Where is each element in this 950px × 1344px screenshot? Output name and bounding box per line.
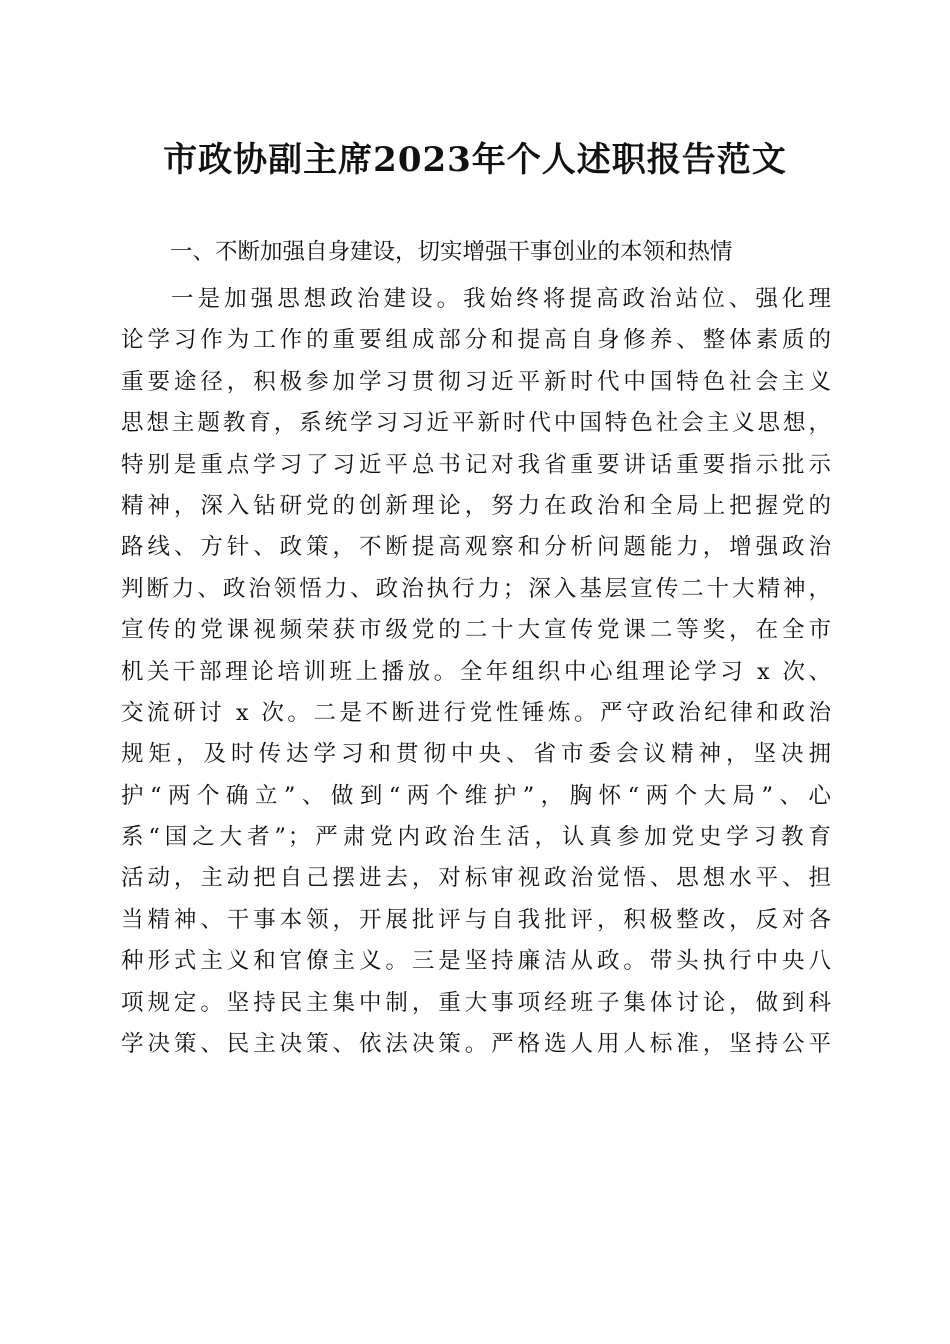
body-line: 论学习作为工作的重要组成部分和提高自身修养、整体素质的: [121, 327, 833, 354]
body-line: 一是加强思想政治建设。我始终将提高政治站位、强化理: [171, 286, 833, 312]
body-line: 重要途径，积极参加学习贯彻习近平新时代中国特色社会主义: [121, 368, 833, 395]
body-line: 路线、方针、政策，不断提高观察和分析问题能力，增强政治: [121, 534, 833, 561]
body-line: 判断力、政治领悟力、政治执行力；深入基层宣传二十大精神，: [121, 575, 833, 602]
body-line: 思想主题教育，系统学习习近平新时代中国特色社会主义思想，: [121, 410, 833, 437]
body-text: [121, 279, 833, 1065]
body-line: 交流研讨 x 次。二是不断进行党性锤炼。严守政治纪律和政治: [121, 699, 833, 726]
section-heading: 一、不断加强自身建设，切实增强干事创业的本领和热情: [170, 239, 733, 265]
body-line: 精神，深入钻研党的创新理论，努力在政治和全局上把握党的: [121, 492, 833, 519]
body-line: 当精神、干事本领，开展批评与自我批评，积极整改，反对各: [121, 906, 833, 933]
body-line: 特别是重点学习了习近平总书记对我省重要讲话重要指示批示: [121, 451, 833, 478]
body-line: 规矩，及时传达学习和贯彻中央、省市委会议精神，坚决拥: [121, 741, 833, 768]
body-line: 宣传的党课视频荣获市级党的二十大宣传党课二等奖，在全市: [121, 617, 833, 644]
body-line: 种形式主义和官僚主义。三是坚持廉洁从政。带头执行中央八: [121, 948, 833, 975]
body-line: 机关干部理论培训班上播放。全年组织中心组理论学习 x 次、: [121, 658, 833, 685]
body-line: 项规定。坚持民主集中制，重大事项经班子集体讨论，做到科: [121, 989, 833, 1016]
body-line: 学决策、民主决策、依法决策。严格选人用人标准，坚持公平: [121, 1031, 833, 1058]
body-line: 护“两个确立”、做到“两个维护”，胸怀“两个大局”、心: [121, 782, 833, 809]
body-line: 系“国之大者”；严肃党内政治生活，认真参加党史学习教育: [121, 824, 833, 851]
document-title: 市政协副主席2023年个人述职报告范文: [163, 140, 787, 180]
body-line: 活动，主动把自己摆进去，对标审视政治觉悟、思想水平、担: [121, 865, 833, 892]
